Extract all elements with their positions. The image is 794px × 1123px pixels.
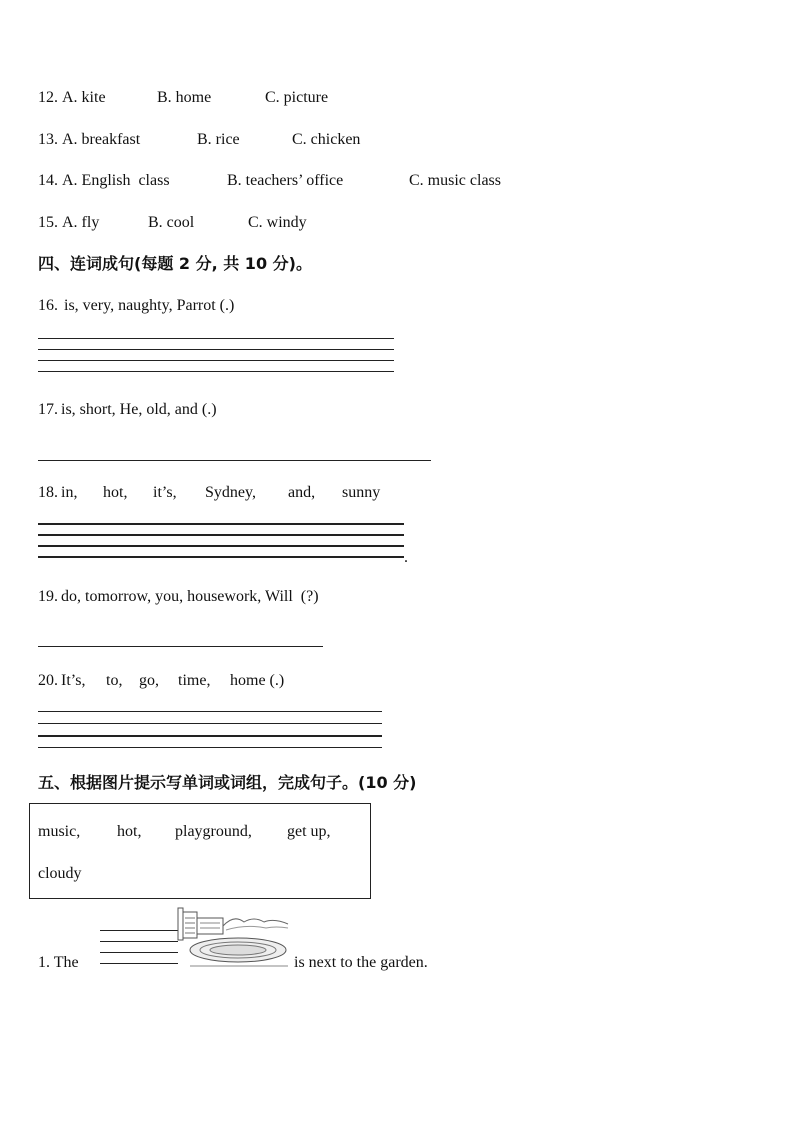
word: go, <box>139 672 159 689</box>
option-c: C. windy <box>248 214 307 231</box>
sentence-prefix: 1. The <box>38 954 79 971</box>
option-b: B. cool <box>148 214 195 231</box>
answer-line <box>100 952 178 953</box>
question-text: do, tomorrow, you, housework, Will (?) <box>61 588 319 605</box>
question-number: 13. <box>38 131 58 148</box>
option-b: B. teachers’ office <box>227 172 344 189</box>
word-bank-word: music, <box>38 823 81 840</box>
answer-line <box>38 534 404 536</box>
answer-line <box>38 338 394 339</box>
word-bank-word: get up, <box>287 823 331 840</box>
word: home (.) <box>230 672 285 689</box>
answer-line-19[interactable] <box>38 646 323 647</box>
question-text: is, short, He, old, and (.) <box>61 401 217 418</box>
section-4-title: 四、连词成句(每题 2 分, 共 10 分)。 <box>38 254 312 273</box>
option-c: C. picture <box>265 89 329 106</box>
question-number: 20. <box>38 672 58 689</box>
answer-line <box>38 545 404 547</box>
word: hot, <box>103 484 128 501</box>
option-a: A. English class <box>62 172 170 189</box>
word: it’s, <box>153 484 177 501</box>
option-c: C. chicken <box>292 131 361 148</box>
option-c: C. music class <box>409 172 501 189</box>
answer-line <box>38 723 382 724</box>
option-a: A. kite <box>62 89 106 106</box>
answer-line <box>100 941 178 942</box>
word-bank-word: playground, <box>175 823 252 840</box>
word: Sydney, <box>205 484 256 501</box>
option-a: A. fly <box>62 214 100 231</box>
answer-line <box>100 963 178 964</box>
answer-line <box>100 930 178 931</box>
question-number: 12. <box>38 89 58 106</box>
word: time, <box>178 672 211 689</box>
question-number: 19. <box>38 588 58 605</box>
end-period: . <box>404 549 408 566</box>
answer-line-17[interactable] <box>38 460 431 461</box>
question-text: is, very, naughty, Parrot (.) <box>60 297 235 314</box>
word: in, <box>61 484 78 501</box>
word: to, <box>106 672 123 689</box>
answer-line <box>38 747 382 748</box>
question-number: 14. <box>38 172 58 189</box>
answer-line <box>38 711 382 712</box>
answer-line <box>38 360 394 361</box>
word-bank-word: cloudy <box>38 865 82 882</box>
answer-line <box>38 523 404 525</box>
playground-picture-icon <box>176 906 290 970</box>
word: It’s, <box>61 672 86 689</box>
word-bank-box <box>29 803 371 899</box>
word-bank-word: hot, <box>117 823 142 840</box>
option-a: A. breakfast <box>62 131 141 148</box>
question-number: 17. <box>38 401 58 418</box>
option-b: B. rice <box>197 131 240 148</box>
question-number: 16. <box>38 297 58 314</box>
sentence-suffix: is next to the garden. <box>294 954 428 971</box>
question-number: 15. <box>38 214 58 231</box>
answer-line <box>38 349 394 350</box>
answer-line <box>38 371 394 372</box>
word: and, <box>288 484 316 501</box>
question-number: 18. <box>38 484 58 501</box>
word: sunny <box>342 484 381 501</box>
answer-line <box>38 556 404 558</box>
answer-line <box>38 735 382 737</box>
section-5-title: 五、根据图片提示写单词或词组，完成句子。(10 分) <box>38 773 417 792</box>
option-b: B. home <box>157 89 212 106</box>
